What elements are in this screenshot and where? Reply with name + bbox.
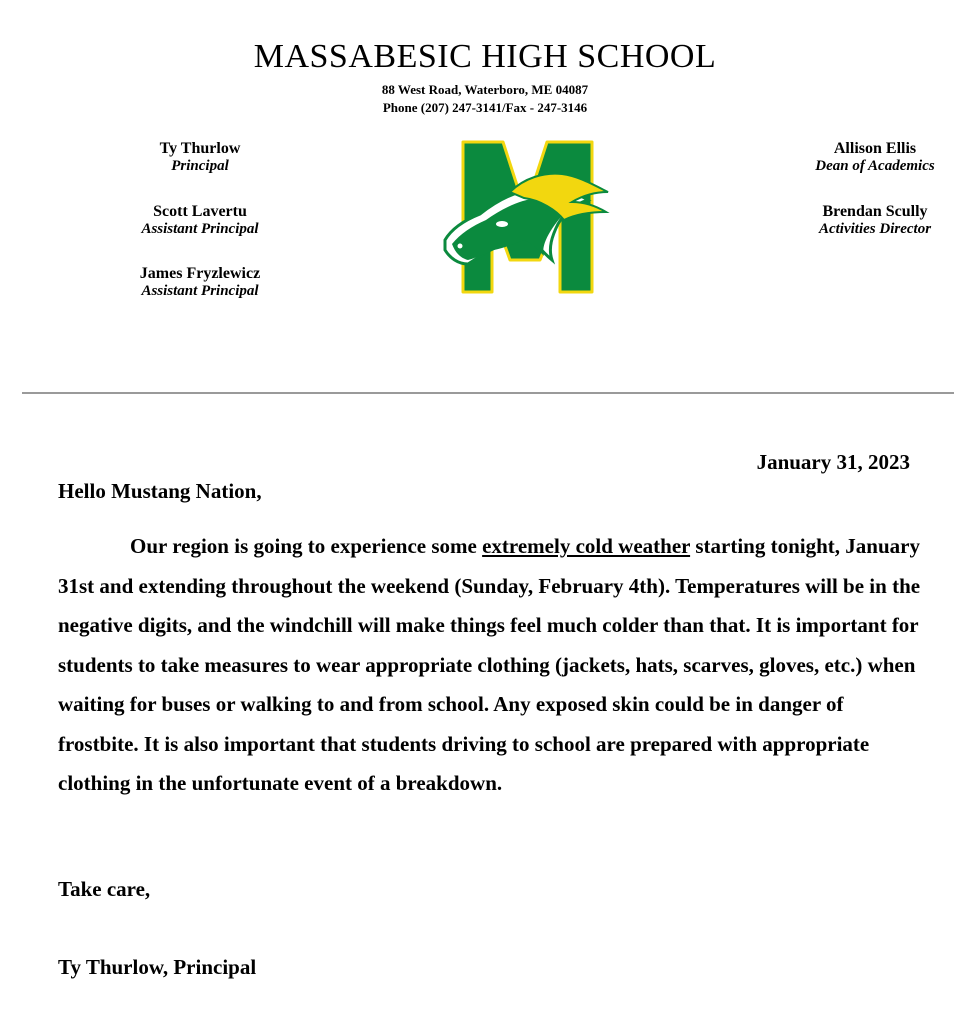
- paragraph-text-rest: starting tonight, January 31st and extending throughout the weekend (Sunday, February 4th). Temperatures will be in the negative digits, and the windchill will make things feel much colder than that. It is important for students to take measures to wear appropriate clothing (jackets, hats, scarves, gloves, etc.) when waiting for buses or walking to and from school. Any exposed skin could be in danger of frostbite. It is also important that students driving to school are prepared with appropriate clothing in the unfortunate event of a breakdown.: [58, 534, 921, 795]
- letter-body-paragraph: [58, 527, 928, 804]
- school-address: 88 West Road, Waterboro, ME 04087: [381, 82, 589, 97]
- staff-title: Principal: [171, 158, 229, 174]
- letter-closing: Take care,: [58, 877, 151, 901]
- staff-dean-of-academics: [770, 140, 970, 175]
- school-phone: Phone (207) 247-3141/Fax - 247-3146: [382, 100, 588, 115]
- letter-date: January 31, 2023: [756, 450, 910, 474]
- school-name: MASSABESIC HIGH SCHOOL: [253, 38, 717, 75]
- staff-name: Ty Thurlow: [159, 140, 241, 157]
- staff-title: Assistant Principal: [141, 283, 259, 299]
- paragraph-emphasis: extremely cold weather: [482, 534, 691, 558]
- staff-name: Allison Ellis: [833, 140, 917, 157]
- staff-assistant-principal-1: [90, 203, 310, 238]
- letter-signature: Ty Thurlow, Principal: [58, 955, 257, 979]
- header-divider: [22, 392, 954, 394]
- staff-title: Dean of Academics: [815, 158, 935, 174]
- staff-name: Brendan Scully: [822, 203, 928, 220]
- staff-principal: [90, 140, 310, 175]
- staff-assistant-principal-2: [90, 265, 310, 300]
- mustang-m-logo-icon: [440, 140, 615, 298]
- staff-title: Assistant Principal: [141, 221, 259, 237]
- staff-name: Scott Lavertu: [153, 203, 247, 220]
- staff-activities-director: [770, 203, 970, 238]
- staff-name: James Fryzlewicz: [139, 265, 261, 282]
- paragraph-text-start: Our region is going to experience some: [130, 534, 483, 558]
- letter-greeting: Hello Mustang Nation,: [58, 479, 262, 503]
- staff-title: Activities Director: [818, 221, 932, 237]
